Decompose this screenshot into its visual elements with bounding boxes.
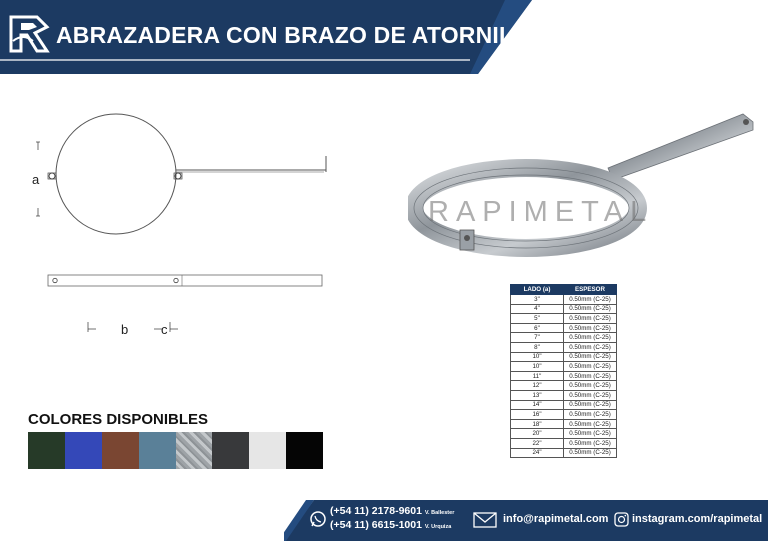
cell-espesor: 0.50mm (C-25) [564, 410, 617, 420]
cell-espesor: 0.50mm (C-25) [564, 429, 617, 439]
phone-2-location: V. Urquiza [424, 524, 452, 530]
cell-lado: 16" [511, 410, 564, 420]
cell-lado: 10" [511, 362, 564, 372]
cell-espesor: 0.50mm (C-25) [564, 438, 617, 448]
table-row [511, 400, 617, 410]
cell-espesor: 0.50mm (C-25) [564, 342, 617, 352]
table-row [511, 390, 617, 400]
cell-lado: 4" [511, 304, 564, 314]
email-link[interactable]: info@rapimetal.com [503, 513, 609, 525]
color-swatch [286, 432, 323, 469]
table-row [511, 381, 617, 391]
phone-1[interactable]: (+54 11) 2178-9601 V. Ballester [330, 505, 455, 517]
cell-lado: 20" [511, 429, 564, 439]
cell-espesor: 0.50mm (C-25) [564, 304, 617, 314]
cell-lado: 6" [511, 323, 564, 333]
cell-lado: 10" [511, 352, 564, 362]
watermark: RAPIMETAL [428, 196, 654, 228]
color-swatch [102, 432, 139, 469]
table-header-row [511, 285, 617, 295]
cell-espesor: 0.50mm (C-25) [564, 419, 617, 429]
instagram-link[interactable]: instagram.com/rapimetal [632, 513, 763, 525]
cell-lado: 18" [511, 419, 564, 429]
phone-1-location: V. Ballester [424, 510, 455, 516]
table-row [511, 295, 617, 305]
table-row [511, 448, 617, 458]
color-swatch [176, 432, 213, 469]
cell-lado: 13" [511, 390, 564, 400]
color-swatches [28, 432, 323, 469]
cell-lado: 5" [511, 314, 564, 324]
table-row [511, 371, 617, 381]
cell-espesor: 0.50mm (C-25) [564, 362, 617, 372]
color-swatch [249, 432, 286, 469]
cell-espesor: 0.50mm (C-25) [564, 333, 617, 343]
color-swatch [139, 432, 176, 469]
table-row [511, 438, 617, 448]
specs-table [510, 284, 617, 458]
table-row [511, 323, 617, 333]
cell-espesor: 0.50mm (C-25) [564, 381, 617, 391]
cell-espesor: 0.50mm (C-25) [564, 448, 617, 458]
table-row [511, 429, 617, 439]
cell-lado: 12" [511, 381, 564, 391]
cell-lado: 24" [511, 448, 564, 458]
table-row [511, 314, 617, 324]
table-row [511, 342, 617, 352]
table-row [511, 410, 617, 420]
cell-lado: 8" [511, 342, 564, 352]
table-row [511, 419, 617, 429]
dimension-a-label: a [32, 172, 40, 187]
cell-espesor: 0.50mm (C-25) [564, 400, 617, 410]
table-row [511, 333, 617, 343]
cell-espesor: 0.50mm (C-25) [564, 390, 617, 400]
cell-espesor: 0.50mm (C-25) [564, 352, 617, 362]
cell-espesor: 0.50mm (C-25) [564, 295, 617, 305]
column-header-lado: LADO (a) [511, 285, 564, 295]
product-photo [408, 108, 758, 258]
dimension-b-label: b [121, 322, 129, 337]
column-header-espesor: ESPESOR [564, 285, 617, 295]
cell-lado: 11" [511, 371, 564, 381]
colors-title: COLORES DISPONIBLES [28, 411, 209, 428]
dimension-c-label: c [161, 322, 168, 337]
color-swatch [65, 432, 102, 469]
color-swatch [28, 432, 65, 469]
cell-espesor: 0.50mm (C-25) [564, 323, 617, 333]
cell-espesor: 0.50mm (C-25) [564, 371, 617, 381]
phone-2[interactable]: (+54 11) 6615-1001 V. Urquiza [330, 519, 452, 531]
cell-lado: 3" [511, 295, 564, 305]
table-row [511, 362, 617, 372]
color-swatch [212, 432, 249, 469]
table-row [511, 304, 617, 314]
table-row [511, 352, 617, 362]
page-title: ABRAZADERA CON BRAZO DE ATORNILLAR [56, 22, 562, 48]
cell-lado: 7" [511, 333, 564, 343]
cell-espesor: 0.50mm (C-25) [564, 314, 617, 324]
cell-lado: 22" [511, 438, 564, 448]
cell-lado: 14" [511, 400, 564, 410]
